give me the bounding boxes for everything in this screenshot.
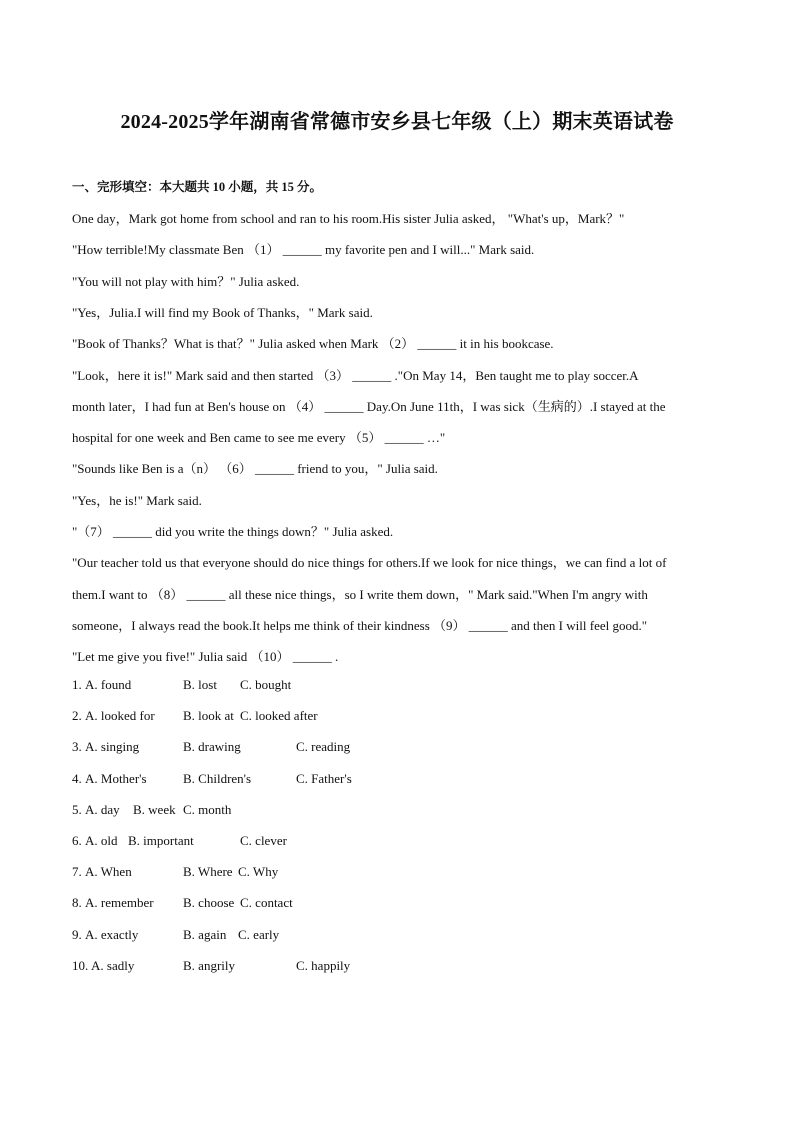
question-number: 10. [72, 957, 89, 973]
option-c: C. bought [240, 677, 292, 692]
passage-line: "How terrible!My classmate Ben （1） ______ my favorite pen and I will..." Mark said. [72, 242, 535, 258]
option-a: A. looked for [85, 708, 155, 724]
option-a: A. old [85, 833, 118, 848]
option-c: C. contact [240, 895, 293, 911]
passage-line: them.I want to （8） ______ all these nice things，so I write them down，" Mark said."When I'm angry with [72, 586, 648, 602]
passage-line: "Yes，he is!" Mark said. [72, 492, 202, 508]
passage-line: "Let me give you five!" Julia said （10） ______ . [72, 649, 339, 665]
option-a: A. sadly [91, 957, 135, 973]
option-a: A. Mother's [85, 770, 147, 786]
question-number: 7. [72, 864, 82, 880]
option-a: A. singing [85, 739, 140, 755]
question-number: 9. [72, 926, 82, 942]
option-b: B. again [183, 926, 227, 942]
option-b: B. choose [183, 895, 235, 911]
option-b: B. week [133, 801, 176, 817]
option-c: C. month [183, 801, 232, 817]
option-b: B. lost [183, 677, 217, 692]
question-number: 8. [72, 895, 82, 911]
option-c: C. reading [296, 739, 351, 755]
section-heading: 一、完形填空：本大题共 10 小题，共 15 分。 [72, 180, 323, 194]
option-b: B. look at [183, 708, 234, 724]
passage-line: "Our teacher told us that everyone should do nice things for others.If we look for nice things，we can find a lot of [72, 555, 667, 571]
page-title: 2024-2025学年湖南省常德市安乡县七年级（上）期末英语试卷 [120, 111, 674, 133]
option-b: B. angrily [183, 957, 235, 973]
passage-line: month later，I had fun at Ben's house on （4） ______ Day.On June 11th，I was sick（生病的）.I stayed at the [72, 398, 666, 414]
option-c: C. Father's [296, 770, 352, 786]
question-number: 2. [72, 708, 82, 724]
question-number: 5. [72, 801, 82, 817]
option-a: A. remember [85, 895, 154, 911]
passage-line: "（7） ______ did you write the things down？" Julia asked. [72, 524, 394, 539]
option-a: A. found [85, 677, 132, 692]
question-number: 6. [72, 833, 82, 848]
passage-line: One day，Mark got home from school and ran to his room.His sister Julia asked， "What's up，Mark？" [72, 211, 625, 226]
option-c: C. early [238, 926, 280, 942]
option-c: C. clever [240, 833, 287, 848]
passage-line: "Yes，Julia.I will find my Book of Thanks，" Mark said. [72, 304, 373, 320]
option-a: A. When [85, 864, 132, 880]
option-b: B. Children's [183, 770, 252, 786]
passage-line: "Book of Thanks？What is that？" Julia asked when Mark （2） ______ it in his bookcase. [72, 336, 554, 352]
option-b: B. important [128, 833, 194, 848]
option-c: C. looked after [240, 708, 318, 724]
passage-line: "Look，here it is!" Mark said and then started （3） ______ ."On May 14，Ben taught me to play soccer.A [72, 367, 639, 383]
question-number: 1. [72, 677, 82, 692]
passage-line: someone，I always read the book.It helps me think of their kindness （9） ______ and then I will feel good." [72, 617, 648, 633]
option-a: A. day [85, 801, 120, 817]
question-number: 3. [72, 739, 82, 755]
passage-line: "Sounds like Ben is a（n） （6） ______ friend to you，" Julia said. [72, 461, 438, 477]
option-a: A. exactly [85, 926, 139, 942]
option-c: C. Why [238, 864, 279, 880]
question-number: 4. [72, 770, 82, 786]
option-c: C. happily [296, 957, 351, 973]
passage-line: hospital for one week and Ben came to see me every （5） ______ …" [72, 430, 446, 446]
option-b: B. Where [183, 864, 233, 880]
option-b: B. drawing [183, 739, 241, 755]
passage-line: "You will not play with him？" Julia asked. [72, 273, 300, 289]
